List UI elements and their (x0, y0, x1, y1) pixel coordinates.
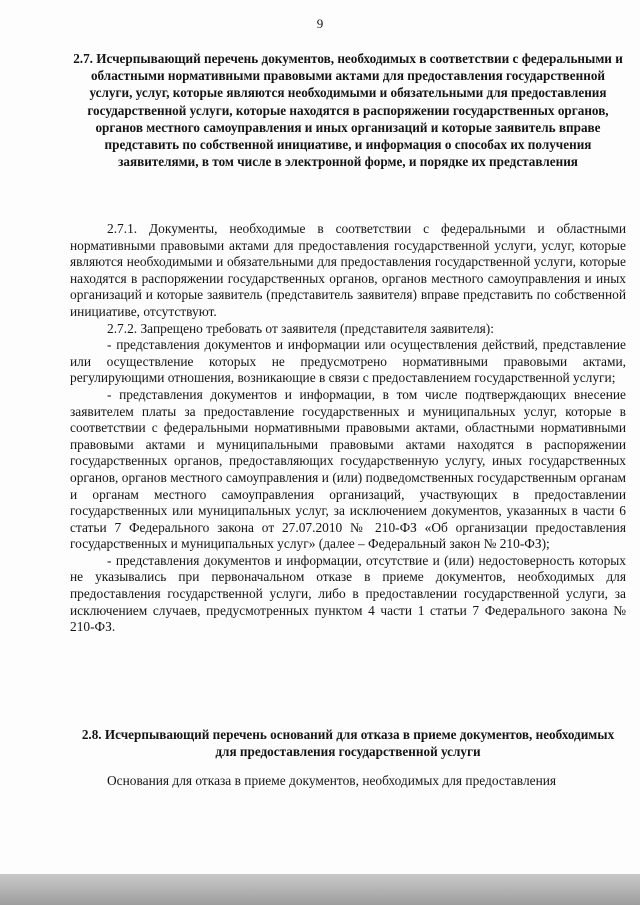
list-item-requirement-1: - представления документов и информации или осуществления действий, представление или осуществление которых не предусмотрено нормативными правовыми актами, регулирующими отношения, возникающие в связи с предоставлением государственной услуги; (70, 337, 626, 386)
scan-bottom-edge (0, 874, 640, 905)
paragraph-2-7-1: 2.7.1. Документы, необходимые в соответствии с федеральными и областными нормативными правовыми актами для предоставления государственной услуги, услуг, которые являются необходимыми и обязательными для предоставления государственной услуги, которые находятся в распоряжении государственных органов, органов местного самоуправления и иных организаций и которые заявитель (представитель заявителя) вправе представить по собственной инициативе, отсутствуют. (70, 221, 626, 319)
section-2-7-body (70, 221, 626, 636)
list-item-requirement-3: - представления документов и информации, отсутствие и (или) недостоверность которых не указывались при первоначальном отказе в приеме документов, необходимых для предоставления государственной услуги, либо в предоставлении государственной услуги, за исключением случаев, предусмотренных пунктом 4 части 1 статьи 7 Федерального закона № 210-ФЗ. (70, 552, 626, 635)
section-2-8-body (70, 773, 626, 790)
section-2-8-heading: 2.8. Исчерпывающий перечень оснований для отказа в приеме документов, необходимых для предоставления государственной услуги (81, 727, 615, 760)
paragraph-2-7-2: 2.7.2. Запрещено требовать от заявителя (представителя заявителя): (107, 320, 494, 336)
paragraph-2-8-intro: Основания для отказа в приеме документов, необходимых для предоставления (107, 773, 557, 788)
page-number: 9 (316, 16, 324, 31)
section-2-7-heading: 2.7. Исчерпывающий перечень документов, необходимых в соответствии с федеральными и областными нормативными правовыми актами для предоставления государственной услуги, услуг, которые являются необходимыми и обязательными для предоставления государственной услуги, которые находятся в распоряжении государственных органов, органов местного самоуправления и иных организаций и которые заявитель вправе представить по собственной инициативе, и информация о способах их получения заявителями, в том числе в электронной форме, и порядке их представления (73, 51, 623, 170)
list-item-requirement-2: - представления документов и информации, в том числе подтверждающих внесение заявителем платы за предоставление государственных и муниципальных услуг, которые в соответствии с федеральными нормативными правовыми актами, областными нормативными правовыми актами и муниципальными правовыми актами находятся в распоряжении государственных органов, предоставляющих государственную услугу, иных государственных органов, органов местного самоуправления и (или) подведомственных государственным органам и органам местного самоуправления организаций, участвующих в предоставлении государственных или муниципальных услуг, за исключением документов, указанных в части 6 статьи 7 Федерального закона от 27.07.2010 № 210-ФЗ «Об организации предоставления государственных и муниципальных услуг» (далее – Федеральный закон № 210-ФЗ); (70, 386, 626, 552)
